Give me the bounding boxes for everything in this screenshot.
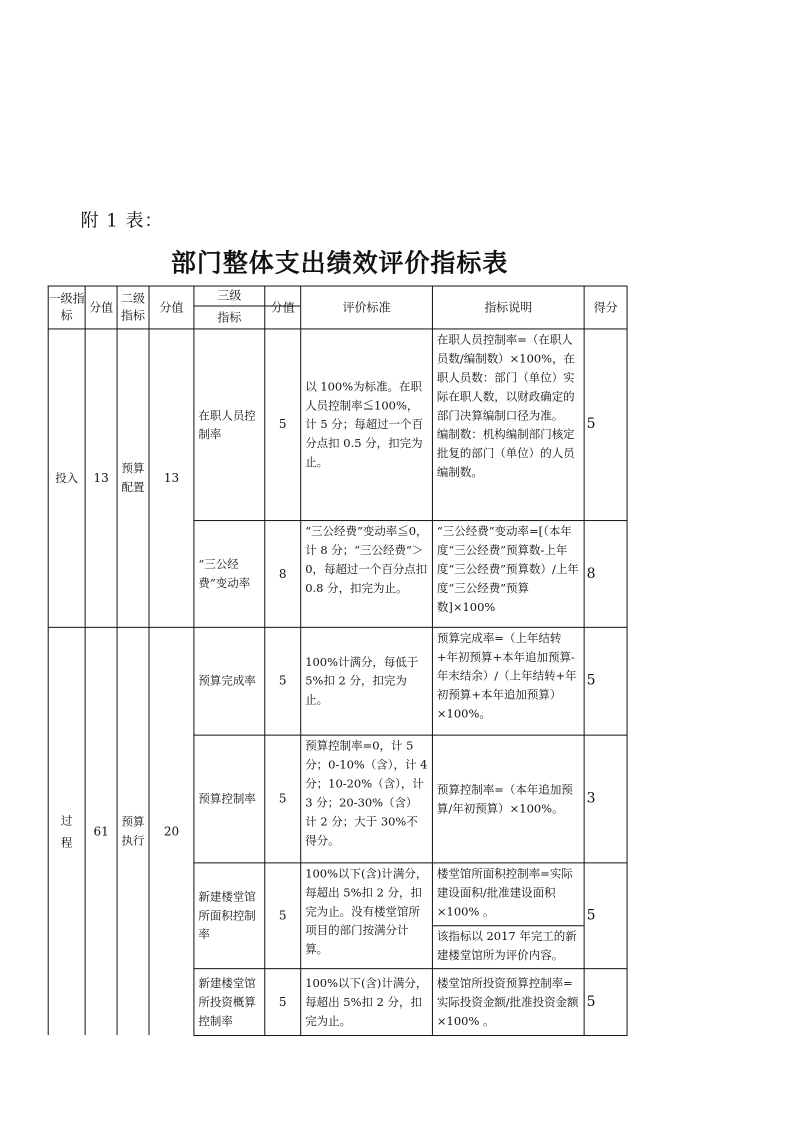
header-level3-top: 三级 [217, 288, 242, 303]
row-indicator: 预算完成率 [198, 673, 256, 688]
header-level1: 一级指标 [48, 291, 85, 323]
row-result: 5 [586, 993, 596, 1010]
row-criteria: 100%以下(含)计满分，每超出 5%扣 2 分，扣完为止。 [305, 975, 428, 1028]
header-level3-bottom: 指标 [217, 309, 242, 324]
row-indicator: 新建楼堂馆所面积控制率 [198, 889, 256, 942]
group-level1: 过程 [60, 813, 73, 850]
row-description-note: 编制数：机构编制部门核定批复的部门（单位）的人员编制数。 [436, 427, 575, 480]
table-prefix: 附 1 表： [80, 210, 164, 232]
group-score2: 20 [163, 823, 180, 838]
page-title: 部门整体支出绩效评价指标表 [170, 248, 509, 278]
row-description: 楼堂馆所投资预算控制率=实际投资金额/批准投资金额×100% 。 [436, 975, 579, 1028]
row-criteria: 100%以下(含)计满分，每超出 5%扣 2 分，扣完为止。没有楼堂馆所项目的部门按满分计算。 [305, 866, 428, 957]
group-level1: 投入 [55, 470, 79, 485]
row-description: 预算完成率=（上年结转+年初预算+本年追加预算-年末结余）/（上年结转+年初预算+本年追加预算）×100%。 [436, 630, 577, 721]
row-description: 预算控制率=（本年追加预算/年初预算）×100%。 [436, 782, 573, 815]
row-result: 5 [586, 907, 596, 924]
row-result: 5 [586, 416, 596, 433]
row-score: 8 [278, 566, 287, 581]
row-criteria: 以 100%为标准。在职人员控制率≦100%，计 5 分；每超过一个百分点扣 0.5 分，扣完为止。 [305, 379, 424, 470]
row-score: 5 [278, 908, 287, 923]
group-score1: 61 [93, 823, 109, 838]
row-result: 3 [586, 790, 596, 807]
row-description: 楼堂馆所面积控制率=实际建设面积/批准建设面积×100% 。 [436, 866, 573, 919]
row-indicator: “三公经费”变动率 [198, 556, 251, 590]
header-score2: 分值 [159, 300, 184, 314]
row-description: “三公经费”变动率=[（本年度“三公经费”预算数-上年度“三公经费”预算数）/上年度“三公经费”预算数]×100% [436, 524, 579, 614]
header-level2: 二级指标 [121, 291, 146, 323]
header-criteria: 评价标准 [342, 300, 391, 314]
row-result: 8 [586, 565, 596, 582]
row-score: 5 [278, 791, 287, 806]
header-score3: 分值 [270, 300, 295, 314]
row-score: 5 [278, 994, 287, 1009]
group-level2: 预算执行 [121, 814, 145, 848]
row-indicator: 预算控制率 [198, 791, 256, 806]
group-level2: 预算配置 [121, 461, 145, 495]
row-criteria: “三公经费”变动率≦0，计 8 分；“三公经费”＞0，每超过一个百分点扣 0.8 分，扣完为止。 [305, 524, 428, 595]
row-description-note: 该指标以 2017 年完工的新建楼堂馆所为评价内容。 [436, 929, 577, 963]
header-result: 得分 [593, 300, 618, 314]
group-score1: 13 [93, 470, 109, 485]
header-score1: 分值 [89, 300, 114, 314]
header-description: 指标说明 [484, 300, 533, 314]
group-score2: 13 [163, 470, 180, 485]
row-description [433, 329, 584, 520]
row-description-main: 在职人员控制率=（在职人员数/编制数）×100%，在职人员数：部门（单位）实际在职人数，以财政确定的部门决算编制口径为准。 [436, 332, 576, 423]
row-indicator: 新建楼堂馆所投资概算控制率 [198, 975, 256, 1028]
row-indicator: 在职人员控制率 [198, 407, 256, 441]
row-score: 5 [278, 673, 287, 688]
row-score: 5 [278, 417, 287, 432]
row-criteria: 预算控制率=0，计 5 分；0-10%（含），计 4 分；10-20%（含），计 3 分；20-30%（含）计 2 分；大于 30%不得分。 [305, 738, 428, 848]
row-result: 5 [586, 672, 596, 689]
row-criteria: 100%计满分，每低于 5%扣 2 分，扣完为止。 [305, 654, 419, 707]
